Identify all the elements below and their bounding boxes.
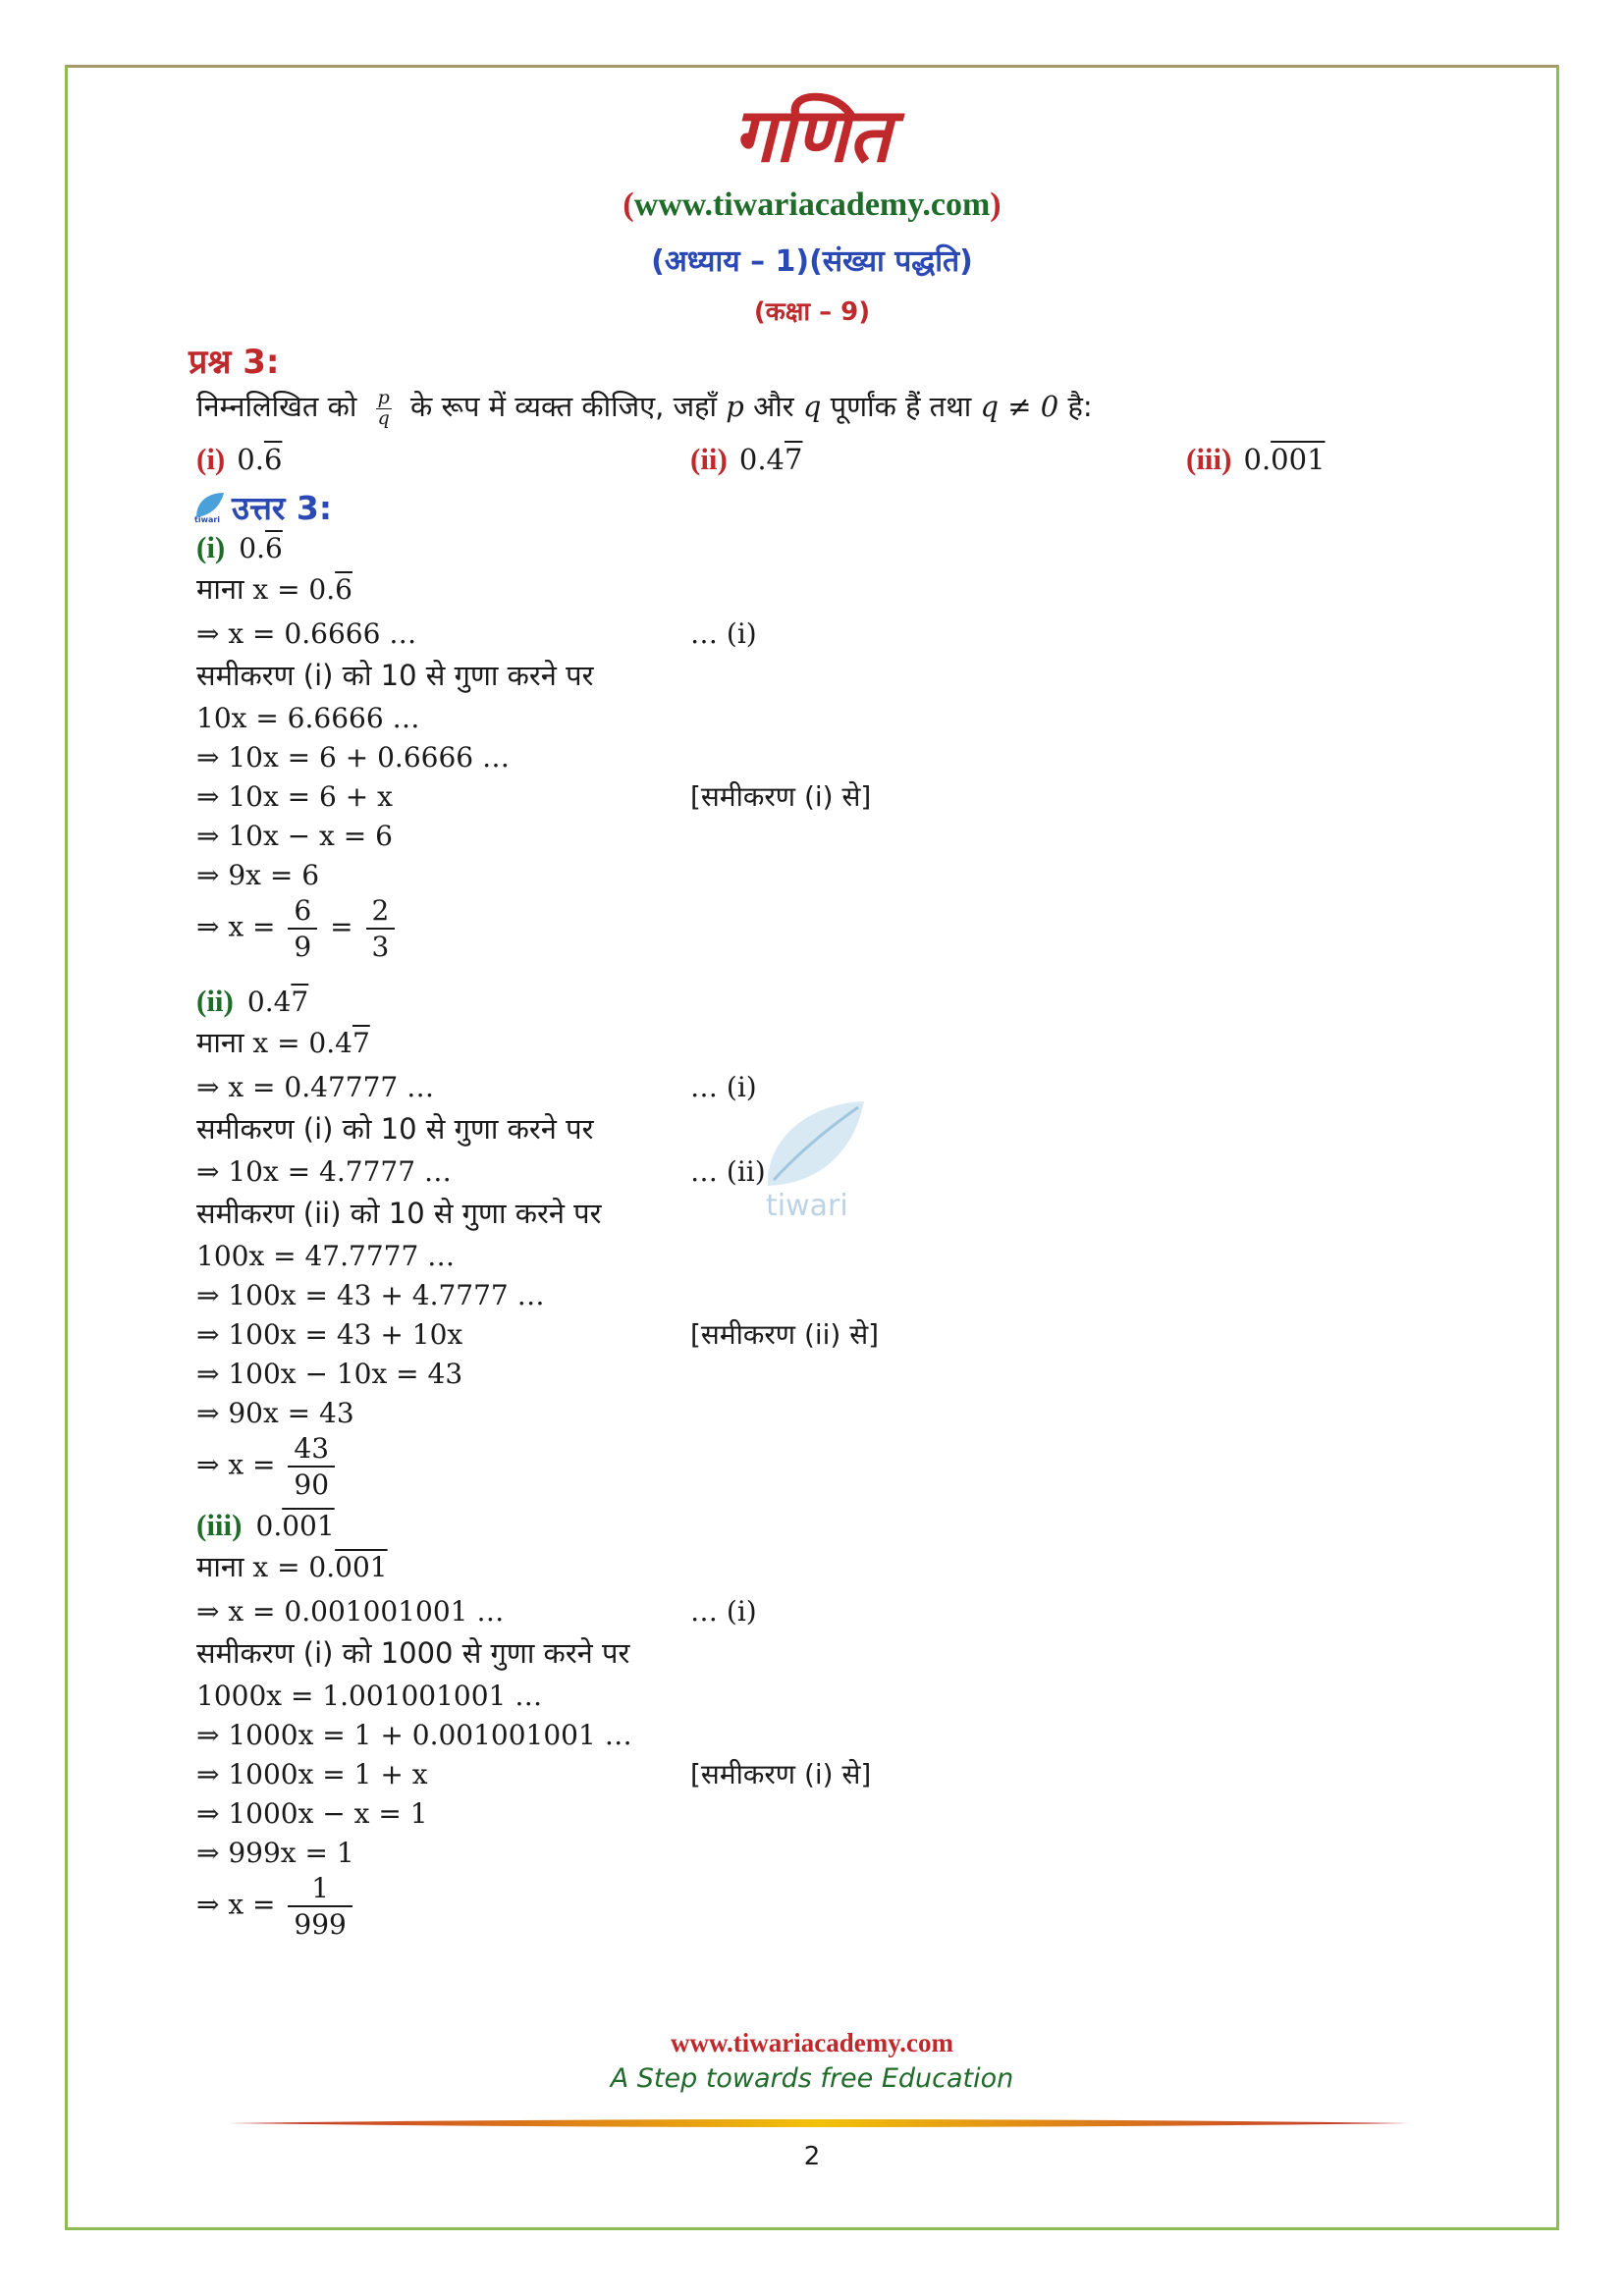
section-i-label: (i) 0.6 bbox=[196, 530, 283, 564]
page-title: गणित bbox=[732, 91, 892, 179]
step-line: समीकरण (i) को 10 से गुणा करने पर bbox=[196, 1112, 594, 1146]
question-text: निम्नलिखित को $\frac{p}{q}$ के रूप में व्यक्त कीजिए, जहाँ p और q पूर्णांक हैं तथा q ≠ 0 है: bbox=[196, 386, 1093, 429]
step-line: समीकरण (ii) को 10 से गुणा करने पर bbox=[196, 1197, 602, 1230]
step-line: ⇒ x = 0.47777 … bbox=[196, 1071, 435, 1103]
equation-note: [समीकरण (ii) से] bbox=[690, 1318, 880, 1351]
step-line: ⇒ 10x = 6 + x bbox=[196, 780, 393, 813]
step-line: 10x = 6.6666 … bbox=[196, 702, 420, 734]
equation-note: … (i) bbox=[690, 1595, 757, 1628]
class-heading: (कक्षा – 9) bbox=[753, 297, 871, 327]
step-line: ⇒ 10x − x = 6 bbox=[196, 820, 393, 852]
step-line: ⇒ 9x = 6 bbox=[196, 859, 320, 891]
equation-note: … (i) bbox=[690, 1071, 757, 1103]
step-line: ⇒ 100x = 43 + 4.7777 … bbox=[196, 1279, 545, 1311]
answer-title: tiwari उत्तर 3: bbox=[192, 485, 332, 531]
leaf-logo-icon bbox=[192, 490, 226, 531]
equation-note: [समीकरण (i) से] bbox=[690, 1758, 872, 1790]
step-line: ⇒ 100x = 43 + 10x bbox=[196, 1318, 463, 1351]
footer-tagline: A Step towards free Education bbox=[610, 2063, 1014, 2094]
footer-website: www.tiwariacademy.com bbox=[671, 2028, 953, 2057]
step-line: ⇒ 1000x − x = 1 bbox=[196, 1797, 428, 1830]
footer-divider bbox=[228, 2118, 1410, 2128]
result-line: ⇒ x = $\frac{43}{90}$ bbox=[196, 1431, 339, 1502]
section-ii-label: (ii) 0.47 bbox=[196, 984, 309, 1018]
step-line: 1000x = 1.001001001 … bbox=[196, 1680, 543, 1712]
section-i-let: माना x = 0.6 bbox=[196, 572, 352, 606]
step-line: ⇒ x = 0.6666 … bbox=[196, 617, 417, 650]
question-title: प्रश्न 3: bbox=[189, 343, 280, 382]
equation-note: [समीकरण (i) से] bbox=[690, 780, 872, 813]
result-fraction: $\frac{43}{90}$ bbox=[288, 1431, 335, 1502]
result-line: ⇒ x = $\frac{6}{9}$ = $\frac{2}{3}$ bbox=[196, 893, 399, 964]
step-line: ⇒ 1000x = 1 + 0.001001001 … bbox=[196, 1719, 632, 1751]
step-line: ⇒ x = 0.001001001 … bbox=[196, 1595, 505, 1628]
section-iii-label: (iii) 0.001 bbox=[196, 1508, 335, 1542]
section-ii-let: माना x = 0.47 bbox=[196, 1026, 370, 1059]
result-line: ⇒ x = $\frac{1}{999}$ bbox=[196, 1871, 356, 1942]
step-line: ⇒ 999x = 1 bbox=[196, 1837, 354, 1869]
svg-text:tiwari: tiwari bbox=[766, 1189, 848, 1223]
header-website: (www.tiwariacademy.com) bbox=[623, 187, 1001, 223]
svg-text:tiwari: tiwari bbox=[194, 514, 221, 523]
result-fraction: $\frac{6}{9}$ bbox=[288, 893, 317, 964]
equation-note: … (i) bbox=[690, 617, 757, 650]
question-part-ii: (ii) 0.47 bbox=[690, 442, 803, 476]
step-line: समीकरण (i) को 1000 से गुणा करने पर bbox=[196, 1636, 630, 1670]
chapter-heading: (अध्याय – 1)(संख्या पद्धति) bbox=[651, 244, 973, 279]
step-line: ⇒ 1000x = 1 + x bbox=[196, 1758, 428, 1790]
p-over-q-fraction: $\frac{p}{q}$ bbox=[377, 386, 390, 429]
section-iii-let: माना x = 0.001 bbox=[196, 1550, 388, 1583]
step-line: ⇒ 10x = 6 + 0.6666 … bbox=[196, 741, 510, 774]
result-fraction: $\frac{2}{3}$ bbox=[366, 893, 396, 964]
equation-note: … (ii) bbox=[690, 1155, 766, 1188]
page-number: 2 bbox=[803, 2142, 821, 2171]
step-line: 100x = 47.7777 … bbox=[196, 1240, 456, 1272]
step-line: समीकरण (i) को 10 से गुणा करने पर bbox=[196, 659, 594, 692]
tiwari-watermark-icon bbox=[756, 1095, 874, 1223]
step-line: ⇒ 90x = 43 bbox=[196, 1397, 354, 1429]
question-part-iii: (iii) 0.001 bbox=[1186, 442, 1326, 476]
result-fraction: $\frac{1}{999}$ bbox=[288, 1871, 352, 1942]
question-part-i: (i) 0.6 bbox=[196, 442, 283, 476]
step-line: ⇒ 10x = 4.7777 … bbox=[196, 1155, 452, 1188]
step-line: ⇒ 100x − 10x = 43 bbox=[196, 1358, 463, 1390]
